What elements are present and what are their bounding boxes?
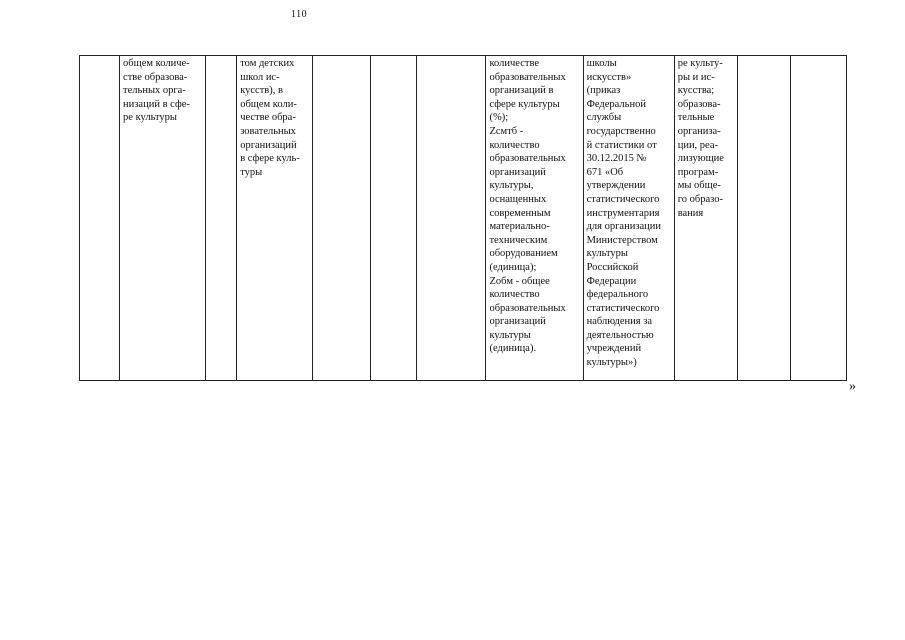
- table-row: [80, 56, 847, 381]
- document-table: [79, 55, 847, 381]
- table-cell: [371, 56, 417, 381]
- table-cell: [313, 56, 371, 381]
- table-cell: общем количе- стве образова- тельных орга- низаций в сфе- ре культуры: [120, 56, 206, 381]
- table-cell: [417, 56, 486, 381]
- table-cell: количестве образовательных организаций в сфере культуры (%); Zсмтб - количество образовательных организаций культуры, оснащенных современным материально- техническим оборудованием (единица); Zобм - общее количество образовательных организаций культуры (единица).: [486, 56, 583, 381]
- table-cell: том детских школ ис- кусств), в общем коли- честве обра- зовательных организаций в сфере куль- туры: [237, 56, 313, 381]
- table-cell: ре культу- ры и ис- кусства; образова- тельные организа- ции, реа- лизующие програм- мы обще- го образо- вания: [674, 56, 737, 381]
- page-number: 110: [291, 9, 308, 20]
- closing-quote: »: [849, 379, 856, 394]
- table-cell: [206, 56, 237, 381]
- table-cell: [790, 56, 846, 381]
- table-cell: школы искусств» (приказ Федеральной службы государственно й статистики от 30.12.2015 № 671 «Об утверждении статистического инструментария для организации Министерством культуры Российской Федерации федерального статистического наблюдения за деятельностью учреждений культуры»): [583, 56, 674, 381]
- table-cell: [80, 56, 120, 381]
- table-cell: [737, 56, 790, 381]
